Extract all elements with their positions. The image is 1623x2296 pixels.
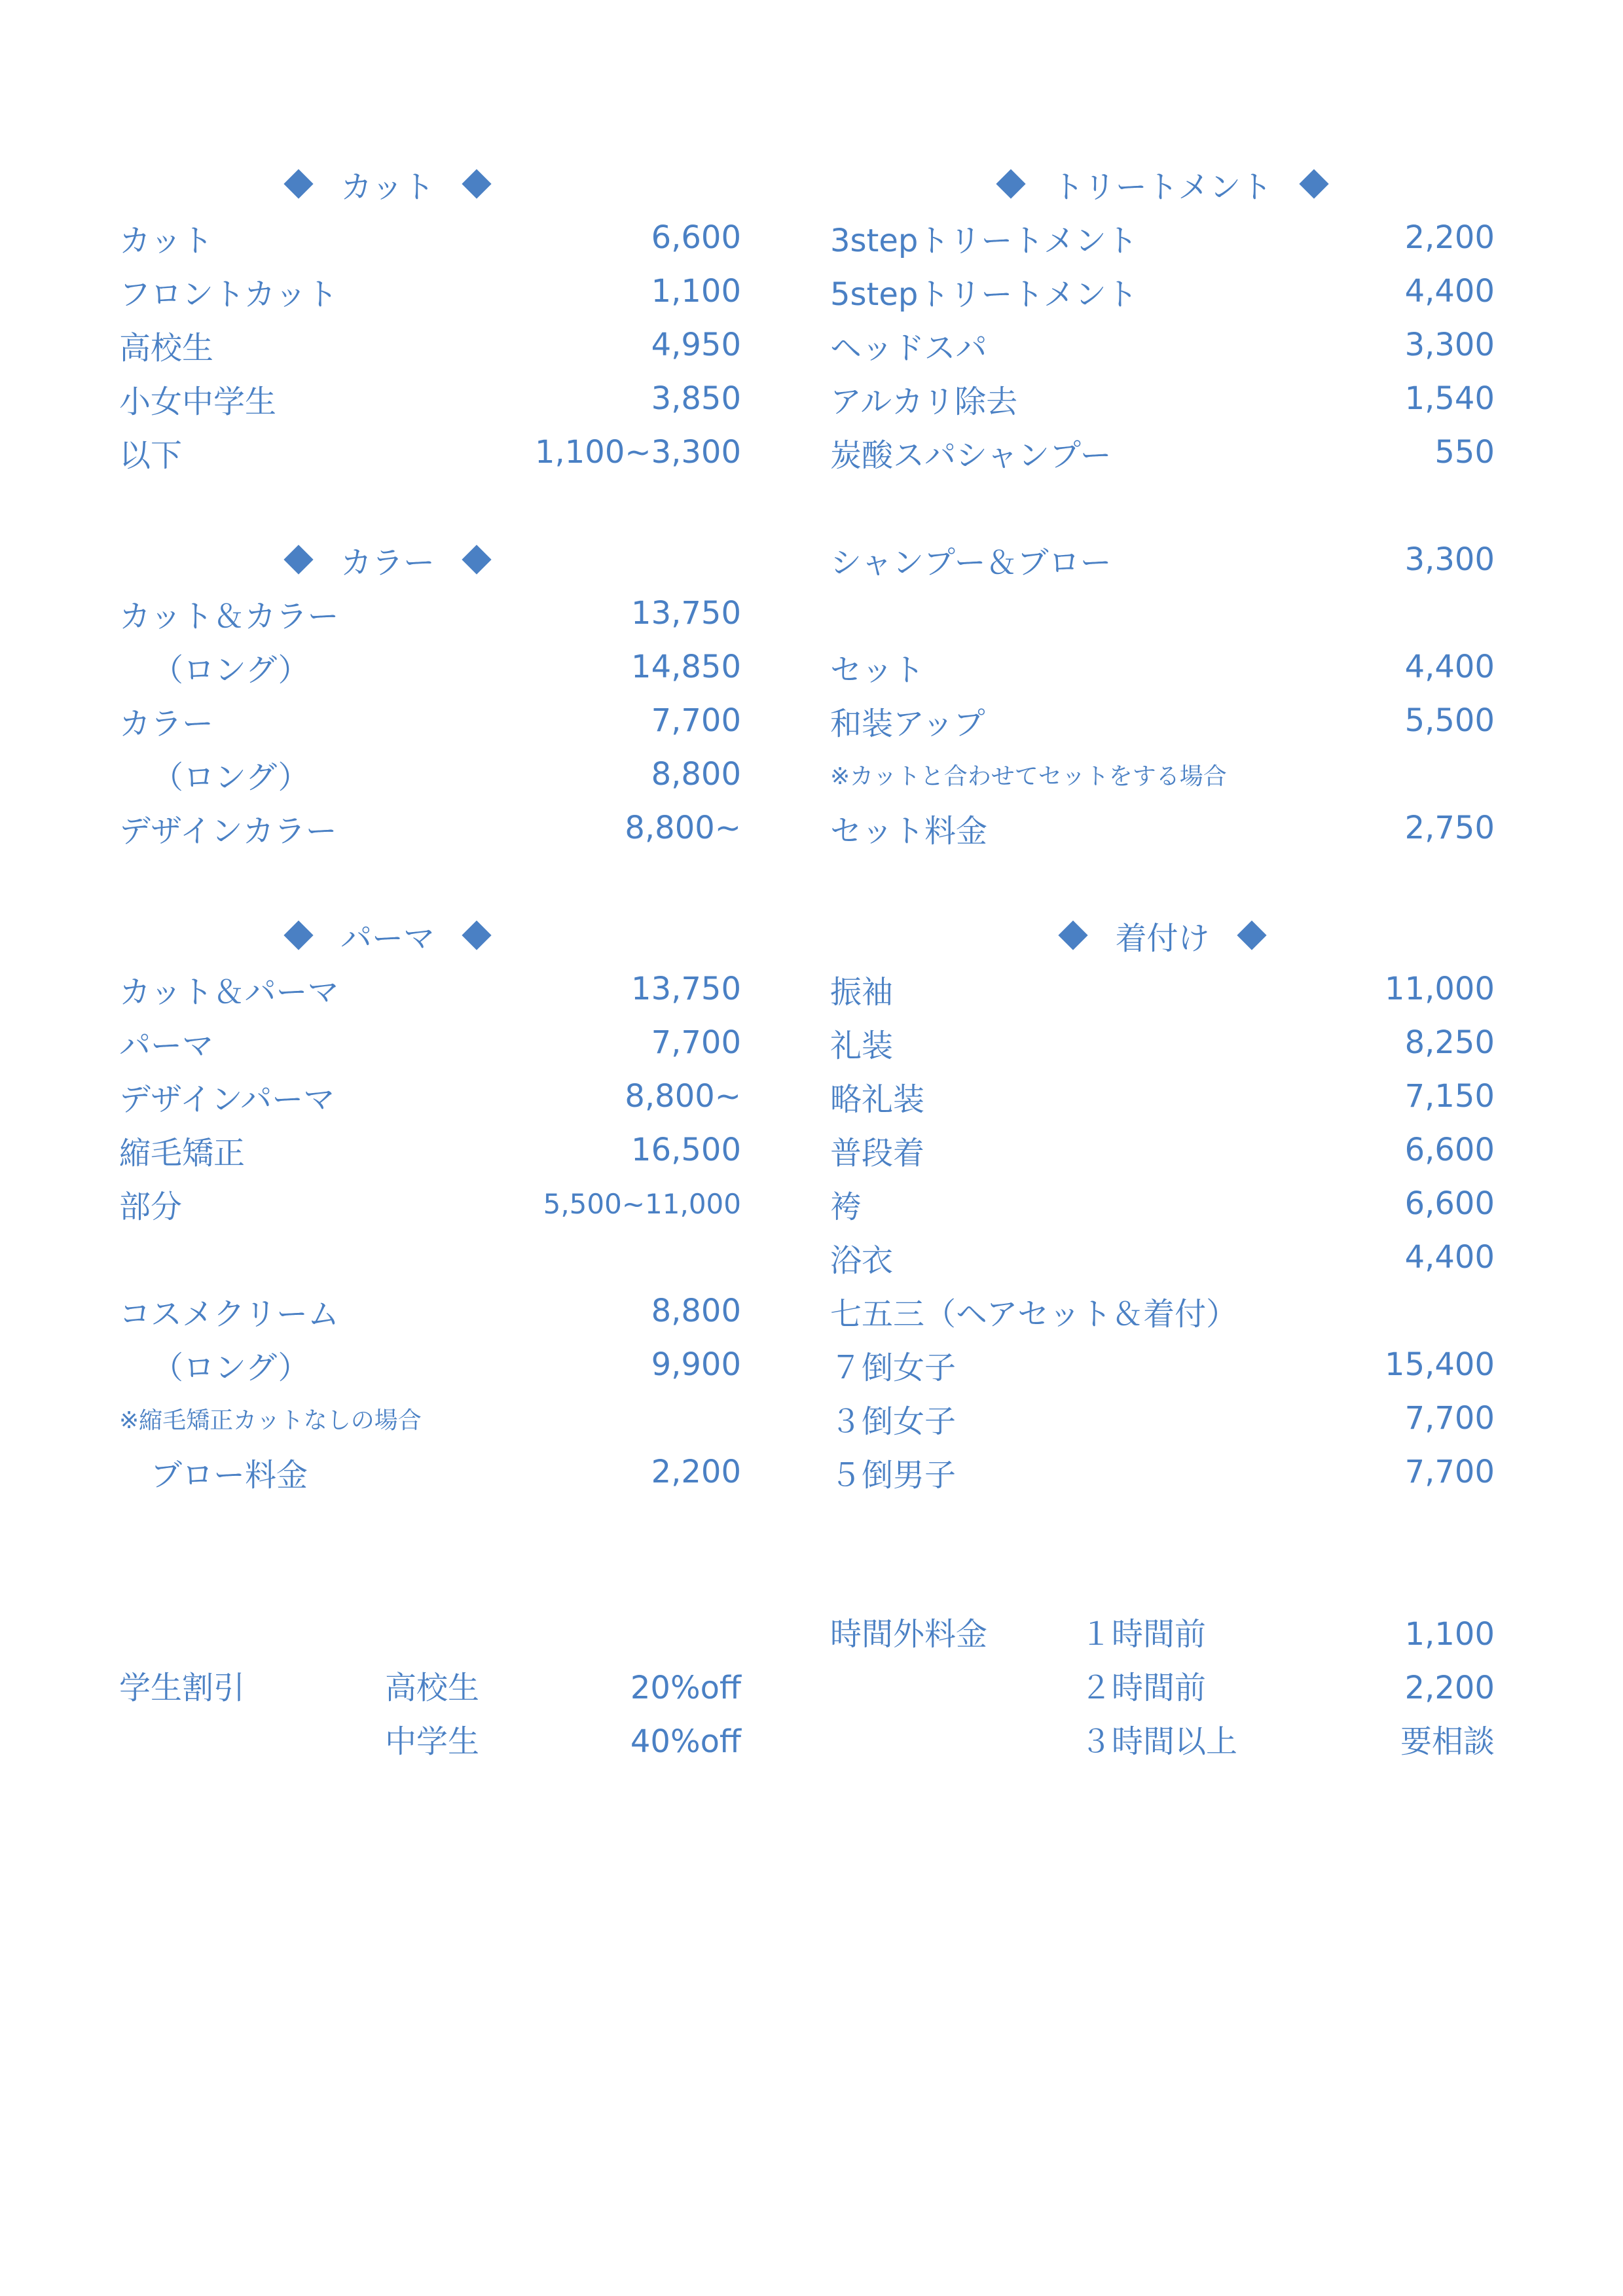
price-row xyxy=(830,1230,1495,1284)
price-row xyxy=(830,1391,1495,1445)
price-row xyxy=(119,962,741,1016)
diamond-icon xyxy=(283,545,313,574)
heading-text: カラー xyxy=(340,544,435,581)
price-row xyxy=(830,372,1495,425)
item-price: 1,100 xyxy=(651,273,741,310)
item-price: 4,950 xyxy=(651,327,741,363)
item-price: 15,400 xyxy=(1385,1346,1495,1383)
item-label: 高校生 xyxy=(119,329,214,367)
item-price: 14,850 xyxy=(631,649,741,685)
price-row xyxy=(830,425,1495,479)
item-label: 小女中学生 xyxy=(119,383,277,420)
item-price: 6,600 xyxy=(1404,1132,1495,1168)
price-row xyxy=(830,694,1495,747)
student-discount-value: 40%off xyxy=(630,1723,741,1760)
left-column xyxy=(119,157,741,1499)
item-label: 和装アップ xyxy=(830,705,985,742)
item-label: 部分 xyxy=(119,1188,183,1225)
item-label: （ロング） xyxy=(152,651,310,689)
price-row xyxy=(830,1177,1495,1230)
item-label: デザインパーマ xyxy=(119,1081,335,1118)
item-label: シャンプー＆ブロー xyxy=(830,544,1112,581)
item-label: 普段着 xyxy=(830,1134,925,1172)
item-price: 13,750 xyxy=(631,595,741,632)
price-row xyxy=(830,962,1495,1016)
item-price: 6,600 xyxy=(1404,1185,1495,1222)
spacer xyxy=(119,1230,741,1284)
spacer xyxy=(830,586,1495,640)
overtime-label: ３時間以上 xyxy=(1080,1723,1238,1760)
item-label: デザインカラー xyxy=(119,812,337,850)
item-label: セット xyxy=(830,651,925,689)
item-label: ブロー料金 xyxy=(151,1456,308,1494)
item-label: 略礼装 xyxy=(830,1081,925,1118)
heading-text: カット xyxy=(340,168,435,206)
diamond-icon xyxy=(283,920,313,950)
item-label: 振袖 xyxy=(830,973,894,1011)
section-heading-color xyxy=(119,533,656,586)
item-label: 袴 xyxy=(830,1188,862,1225)
price-row xyxy=(830,1069,1495,1123)
item-price: 11,000 xyxy=(1385,971,1495,1007)
price-row xyxy=(119,372,741,425)
item-label: フロントカット xyxy=(119,276,338,313)
item-label: （ロング） xyxy=(152,759,310,796)
price-row xyxy=(830,1338,1495,1391)
price-row xyxy=(119,1177,741,1230)
item-label: カラー xyxy=(119,705,214,742)
item-price: 3,300 xyxy=(1404,541,1495,578)
section-heading-treatment xyxy=(830,157,1495,211)
item-price: 2,200 xyxy=(1404,219,1495,256)
item-price: 8,800 xyxy=(651,1293,741,1329)
item-label: コスメクリーム xyxy=(119,1295,340,1333)
item-price: 7,700 xyxy=(651,1024,741,1061)
price-row xyxy=(830,1445,1495,1499)
item-label: （ロング） xyxy=(152,1349,310,1386)
price-row xyxy=(119,801,741,855)
item-label: 5stepトリートメント xyxy=(830,276,1138,313)
item-price: 6,600 xyxy=(651,219,741,256)
item-label: ３倒女子 xyxy=(830,1403,957,1440)
diamond-icon xyxy=(996,169,1025,198)
item-price: 7,700 xyxy=(1404,1400,1495,1437)
item-price: 5,500 xyxy=(1404,702,1495,739)
section-heading-perm xyxy=(119,908,656,962)
item-price: 8,800 xyxy=(651,756,741,793)
item-price: 8,800~ xyxy=(625,810,741,846)
item-label: カット＆パーマ xyxy=(119,973,339,1011)
item-label: 炭酸スパシャンプー xyxy=(830,437,1112,474)
item-label: ７倒女子 xyxy=(830,1349,957,1386)
student-level: 中学生 xyxy=(385,1723,480,1760)
diamond-icon xyxy=(1237,920,1266,950)
diamond-icon xyxy=(1300,169,1329,198)
price-row xyxy=(119,1338,741,1391)
item-label: カット xyxy=(119,222,213,259)
heading-text: 着付け xyxy=(1115,920,1210,957)
item-label: パーマ xyxy=(119,1027,214,1064)
heading-text: トリートメント xyxy=(1052,168,1273,206)
note-text: ※カットと合わせてセットをする場合 xyxy=(830,762,1227,790)
student-discount-value: 20%off xyxy=(630,1670,741,1706)
overtime-label: １時間前 xyxy=(1080,1616,1207,1653)
item-price: 4,400 xyxy=(1404,273,1495,310)
item-price: 4,400 xyxy=(1404,1239,1495,1276)
diamond-icon xyxy=(284,169,314,198)
item-price: 7,700 xyxy=(1404,1454,1495,1490)
item-label: 縮毛矯正 xyxy=(119,1134,246,1172)
price-row xyxy=(830,801,1495,855)
item-price: 1,540 xyxy=(1404,380,1495,417)
right-column xyxy=(830,157,1495,1499)
item-price: 8,800~ xyxy=(625,1078,741,1115)
price-row xyxy=(119,1123,741,1177)
heading-text: パーマ xyxy=(340,920,435,957)
item-price: 1,100~3,300 xyxy=(534,434,741,471)
price-row xyxy=(119,640,741,694)
item-price: 5,500~11,000 xyxy=(543,1187,741,1220)
price-row xyxy=(119,1016,741,1069)
note-text: ※縮毛矯正カットなしの場合 xyxy=(119,1407,422,1434)
price-row xyxy=(119,264,741,318)
diamond-icon xyxy=(462,545,491,574)
item-label: 七五三（ヘアセット＆着付） xyxy=(830,1295,1238,1333)
item-label: 浴衣 xyxy=(830,1242,894,1279)
price-row xyxy=(830,1123,1495,1177)
item-label: ヘッドスパ xyxy=(830,329,987,367)
student-level: 高校生 xyxy=(385,1670,480,1706)
item-price: 16,500 xyxy=(631,1132,741,1168)
item-price: 8,250 xyxy=(1404,1024,1495,1061)
item-label: アルカリ除去 xyxy=(830,383,1018,420)
item-price: 9,900 xyxy=(651,1346,741,1383)
price-row xyxy=(830,264,1495,318)
spacer xyxy=(830,855,1495,908)
item-price: 550 xyxy=(1434,434,1495,471)
diamond-icon xyxy=(1059,920,1088,950)
item-price: 2,750 xyxy=(1404,810,1495,846)
price-row xyxy=(119,318,741,372)
price-row xyxy=(119,1284,741,1338)
overtime-price: 要相談 xyxy=(1400,1723,1495,1760)
item-label: セット料金 xyxy=(830,812,988,850)
item-price: 3,300 xyxy=(1404,327,1495,363)
price-row xyxy=(830,211,1495,264)
shichigosan-heading xyxy=(830,1284,1495,1338)
item-label: 3stepトリートメント xyxy=(830,222,1138,259)
spacer xyxy=(830,479,1495,533)
student-discount-title: 学生割引 xyxy=(119,1670,246,1706)
item-price: 7,700 xyxy=(651,702,741,739)
item-price: 2,200 xyxy=(651,1454,741,1490)
item-price: 4,400 xyxy=(1404,649,1495,685)
price-row xyxy=(119,1445,741,1499)
item-label: 礼装 xyxy=(830,1027,894,1064)
spacer xyxy=(119,855,741,908)
price-row xyxy=(119,586,741,640)
diamond-icon xyxy=(462,920,491,950)
section-heading-cut xyxy=(119,157,656,211)
item-price: 13,750 xyxy=(631,971,741,1007)
overtime-title: 時間外料金 xyxy=(830,1616,988,1653)
overtime-price: 2,200 xyxy=(1404,1670,1495,1706)
price-row xyxy=(830,533,1495,586)
price-row xyxy=(830,1016,1495,1069)
price-row xyxy=(119,211,741,264)
diamond-icon xyxy=(462,169,491,198)
overtime-price: 1,100 xyxy=(1404,1616,1495,1653)
price-row xyxy=(119,425,741,479)
price-row xyxy=(830,318,1495,372)
item-label: カット＆カラー xyxy=(119,598,339,635)
spacer xyxy=(119,479,741,533)
item-label: ５倒男子 xyxy=(830,1456,957,1494)
overtime-label: ２時間前 xyxy=(1080,1670,1207,1706)
item-price: 3,850 xyxy=(651,380,741,417)
price-row xyxy=(119,1069,741,1123)
price-row xyxy=(119,747,741,801)
price-row xyxy=(119,694,741,747)
item-label: 以下 xyxy=(119,437,183,474)
section-heading-kitsuke xyxy=(830,908,1495,962)
item-price: 7,150 xyxy=(1404,1078,1495,1115)
price-row xyxy=(830,640,1495,694)
